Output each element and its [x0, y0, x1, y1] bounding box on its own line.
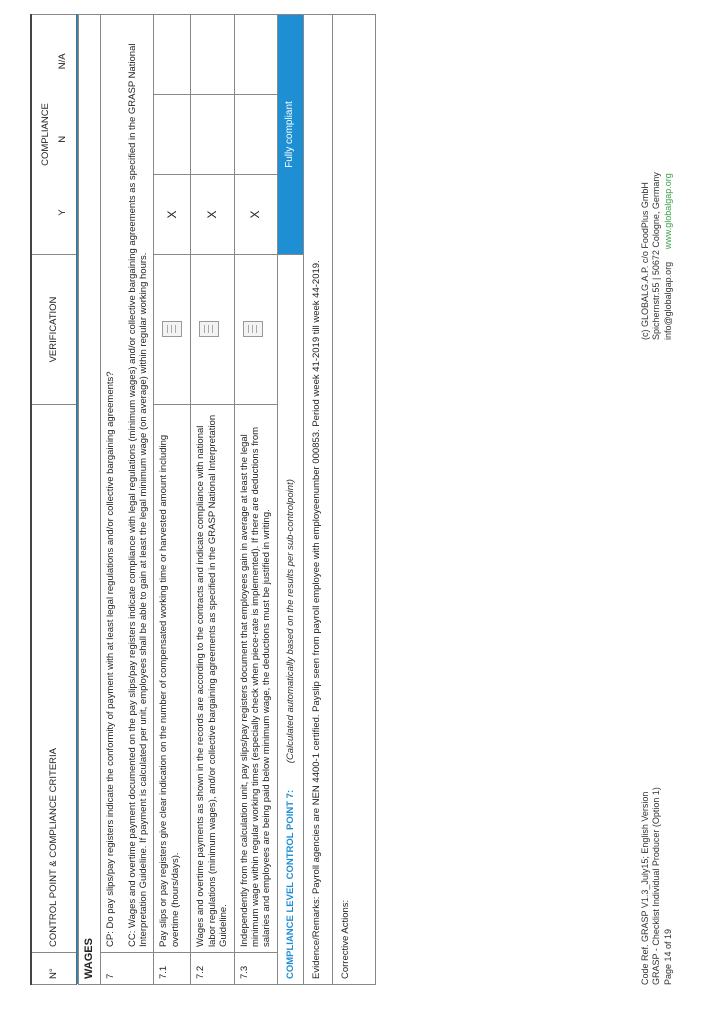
cp-content [101, 15, 154, 953]
table-row [191, 15, 234, 985]
compliance-level-label: COMPLIANCE LEVEL CONTROL POINT 7: [284, 789, 296, 979]
table-row [234, 15, 277, 985]
col-na: N/A [57, 53, 68, 70]
cp-criteria: CC: Wages and overtime payment documented on the pay slips/pay registers indicate compliance with legal regulations (minimum wages) and/or collective bargaining agreements as specified in the GRASP National Interpretation Guideline. If payment is calculated per unit, employees shall be able to gain at least the legal minimum wage (on average) within regular working hours. [126, 43, 149, 947]
row-text: Independently from the calculation unit, pay slips/pay registers document that employees gain in average at least the legal minimum wage within regular working times (especially check when piece-rate is implemented). If there are deductions from salaries and employees are being paid below minimum wage, the deductions must be justified in writing. [234, 405, 277, 953]
mark-na[interactable] [154, 15, 191, 95]
compliance-level-cell [277, 255, 303, 985]
mark-na[interactable] [234, 15, 277, 95]
mark-n[interactable] [154, 95, 191, 175]
mark-y[interactable]: X [191, 175, 234, 255]
header-verification: VERIFICATION [31, 255, 77, 405]
compliance-result-badge: Fully compliant [277, 15, 303, 255]
row-num: 7.1 [154, 953, 191, 985]
verification-cell [191, 255, 234, 405]
footer-checklist: GRASP - Checklist Individual Producer (Option 1) [651, 787, 662, 985]
mark-na[interactable] [191, 15, 234, 95]
footer-copyright: (c) GLOBALG.A.P. c/o FoodPlus GmbH [640, 182, 650, 340]
mark-n[interactable] [234, 95, 277, 175]
footer-code-ref: Code Ref. GRASP V1.3_July15; English Version [640, 791, 650, 985]
verification-cell [154, 255, 191, 405]
mark-y[interactable]: X [154, 175, 191, 255]
control-point-row [101, 15, 154, 985]
footer-right [640, 172, 674, 340]
table-row [154, 15, 191, 985]
checklist-table [30, 14, 376, 985]
footer-email[interactable]: info@globalgap.org [662, 261, 673, 340]
footer-address: Spichernstr.55 | 50672 Cologne, Germany [651, 172, 662, 340]
table-header [31, 15, 77, 985]
corrective-row [333, 15, 376, 985]
section-row [79, 15, 101, 985]
mark-n[interactable] [191, 95, 234, 175]
evidence-remarks: Evidence/Remarks: Payroll agencies are NEN 4400-1 certified. Payslip seen from payroll employee with employeenumber 000853. Period week 41-2019 till week 44-2019. [304, 15, 333, 985]
corrective-actions: Corrective Actions: [333, 15, 376, 985]
verification-cell [234, 255, 277, 405]
header-compliance [31, 15, 77, 255]
document-icon[interactable] [243, 322, 263, 338]
mark-y[interactable]: X [234, 175, 277, 255]
footer-website-link[interactable]: www.globalgap.org [662, 173, 673, 250]
footer-page-number: Page 14 of 19 [662, 928, 673, 985]
col-y: Y [57, 209, 68, 216]
cp-question: CP: Do pay slips/pay registers indicate the conformity of payment with at least legal regulations and/or collective bargaining agreements? [105, 371, 117, 947]
row-num: 7.3 [234, 953, 277, 985]
row-text: Wages and overtime payments as shown in the records are according to the contracts and indicate compliance with national labor regulations (minimum wages), and/or collective bargaining agreements as specified in the GRASP National Interpretation Guideline. [191, 405, 234, 953]
compliance-level-row [277, 15, 303, 985]
cp-num: 7 [101, 953, 154, 985]
header-criteria: CONTROL POINT & COMPLIANCE CRITERIA [31, 405, 77, 953]
header-num: N° [31, 953, 77, 985]
col-n: N [57, 135, 68, 143]
footer-left [640, 787, 674, 985]
document-icon[interactable] [199, 322, 219, 338]
row-text: Pay slips or pay registers give clear indication on the number of compensated working time or harvested amount including overtime (hours/days). [154, 405, 191, 953]
section-title: WAGES [79, 15, 101, 985]
row-num: 7.2 [191, 953, 234, 985]
compliance-level-note: (Calculated automatically based on the results per sub-controlpoint) [284, 479, 296, 764]
compliance-title: COMPLIANCE [39, 103, 51, 166]
evidence-row [304, 15, 333, 985]
document-icon[interactable] [162, 322, 182, 338]
